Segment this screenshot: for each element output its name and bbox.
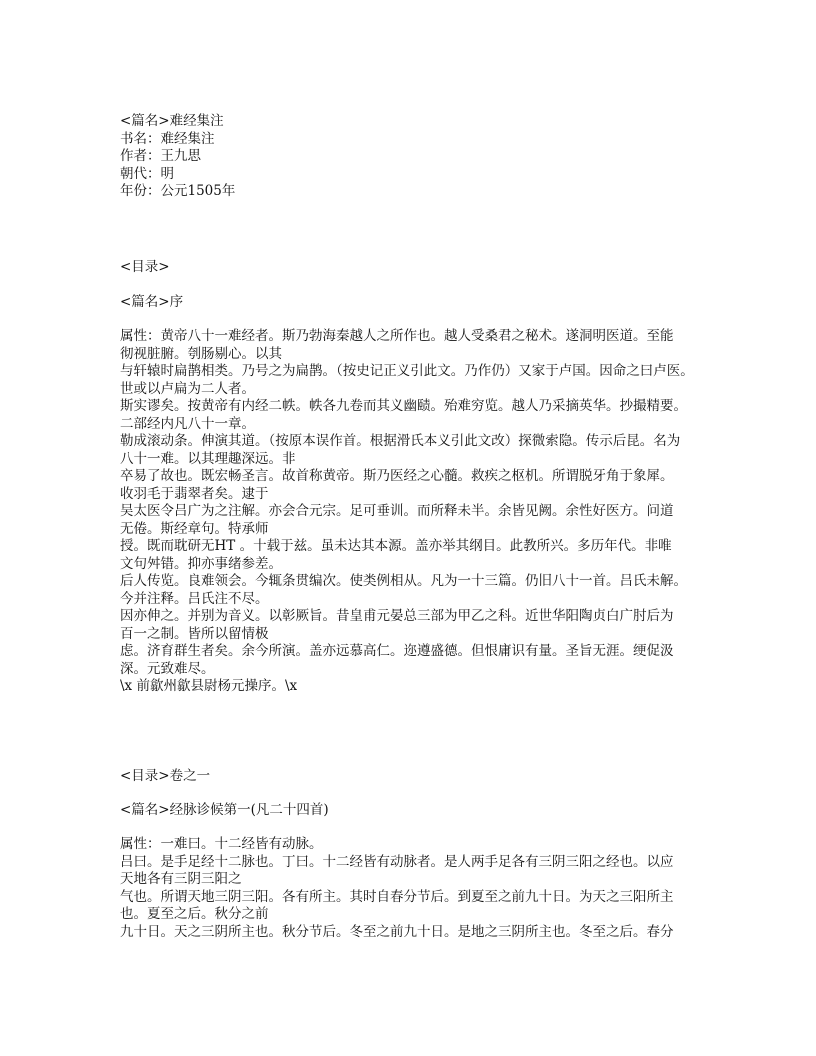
text-line: 彻视脏腑。刳肠剔心。以其	[120, 345, 282, 362]
text-line: 吕曰。是手足经十二脉也。丁曰。十二经皆有动脉者。是人两手足各有三阴三阳之经也。以应	[120, 853, 674, 870]
text-line: 也。夏至之后。秋分之前	[120, 906, 269, 922]
text-line: 深。元致难尽。	[120, 660, 215, 677]
text-line: 百一之制。皆所以留情极	[120, 625, 269, 642]
text-line: 世或以卢扁为二人者。	[120, 380, 255, 397]
section-title	[120, 294, 720, 312]
text-line: 斯实谬矣。按黄帝有内经二帙。帙各九卷而其义幽赜。殆难穷览。越人乃采摘英华。抄撮精要。	[120, 398, 687, 414]
text-line: 天地各有三阴三阳之	[120, 871, 242, 887]
text-line: \x 前歙州歙县尉杨元操序。\x	[120, 678, 298, 694]
text-line: 属性：一难曰。十二经皆有动脉。	[120, 836, 323, 852]
text-line: 卒易了故也。既宏畅圣言。故首称黄帝。斯乃医经之心髓。救疾之枢机。所谓脱牙角于象犀。	[120, 468, 674, 484]
chapter-body	[120, 836, 720, 941]
text-line: 与轩辕时扁鹊相类。乃号之为扁鹊。（按史记正义引此文。乃作仍）又家于卢国。因命之曰卢医。	[120, 363, 694, 379]
header-line: 朝代：明	[120, 165, 174, 182]
document-header	[120, 113, 720, 201]
text-line: 吴太医令吕广为之注解。亦会合元宗。足可垂训。而所释未半。余皆见阙。余性好医方。问道	[120, 503, 674, 519]
header-line: 年份：公元1505年	[120, 183, 236, 199]
preface-body	[120, 328, 720, 696]
toc-label: <目录>	[120, 259, 170, 275]
text-line: 收羽毛于翡翠者矣。逮于	[120, 485, 269, 502]
section-title	[120, 802, 720, 820]
toc-label: <目录>卷之一	[120, 768, 211, 784]
header-line: 书名：难经集注	[120, 130, 215, 147]
text-line: 勒成滚动条。伸演其道。（按原本误作首。根据滑氏本义引此文改）探微索隐。传示后昆。名为	[120, 433, 681, 449]
text-line: 九十日。天之三阴所主也。秋分节后。冬至之前九十日。是地之三阴所主也。冬至之后。春分	[120, 923, 674, 940]
header-line: 作者：王九思	[120, 148, 201, 164]
section-title-text: <篇名>经脉诊候第一(凡二十四首)	[120, 802, 329, 818]
toc-heading	[120, 259, 720, 277]
text-line: 后人传览。良难领会。今辄条贯编次。使类例相从。凡为一十三篇。仍旧八十一首。吕氏未解。	[120, 573, 687, 589]
toc-heading	[120, 768, 720, 786]
text-line: 八十一难。以其理趣深远。非	[120, 450, 296, 467]
text-line: 虑。济育群生者矣。余今所演。盖亦远慕高仁。迩遵盛德。但恨庸识有量。圣旨无涯。绠促汲	[120, 643, 674, 659]
text-line: 今并注释。吕氏注不尽。	[120, 590, 269, 607]
text-line: 因亦伸之。并别为音义。以彰厥旨。昔皇甫元晏总三部为甲乙之科。近世华阳陶贞白广肘后为	[120, 608, 674, 624]
text-line: 授。既而耽研无HT 。十载于兹。虽未达其本源。盖亦举其纲目。此教所兴。多历年代。非唯	[120, 538, 672, 554]
section-title-text: <篇名>序	[120, 294, 184, 310]
header-line: <篇名>难经集注	[120, 113, 224, 129]
text-line: 气也。所谓天地三阴三阳。各有所主。其时自春分节后。到夏至之前九十日。为天之三阳所主	[120, 888, 674, 905]
text-line: 文句舛错。抑亦事绪参差。	[120, 555, 282, 572]
text-line: 二部经内凡八十一章。	[120, 415, 255, 432]
text-line: 无倦。斯经章句。特承师	[120, 520, 269, 537]
text-line: 属性：黄帝八十一难经者。斯乃勃海秦越人之所作也。越人受桑君之秘术。遂洞明医道。至能	[120, 328, 674, 344]
